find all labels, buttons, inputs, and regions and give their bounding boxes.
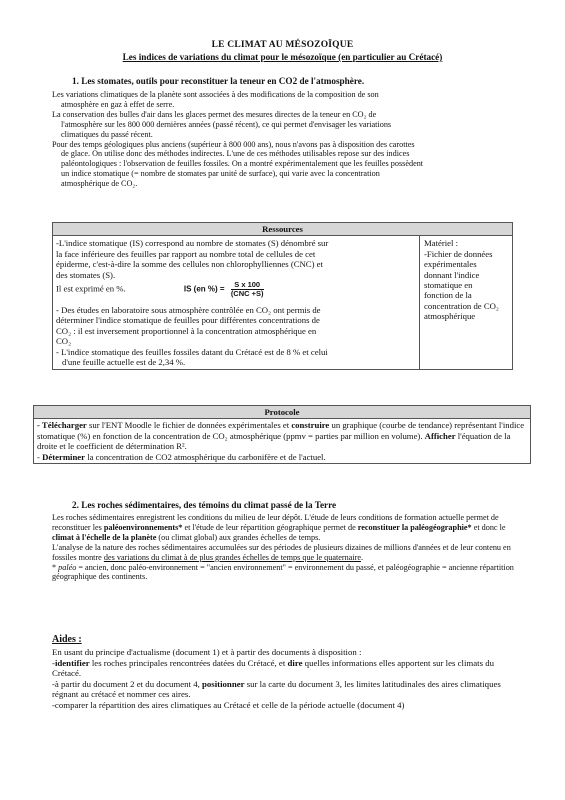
footnote [52, 563, 514, 583]
text-fragment: = ancien, donc paléo-environnement = "ancien environnement" = environnement du passé, et paléogéographie = ancienne répartition géographique des continents. [52, 562, 514, 582]
text-line: la face inférieure des feuilles par rapport au nombre total de cellules de cet [56, 248, 316, 259]
text-line: concentration de CO₂ [424, 300, 499, 311]
protocole-content [34, 419, 531, 464]
text-fragment: - [52, 657, 55, 668]
keyword-determiner: Déterminer [42, 451, 86, 462]
keyword-positionner: positionner [202, 678, 245, 689]
text-line: d'une feuille actuelle est de 2,34 %. [62, 357, 186, 368]
text-fragment: un graphique (courbe de tendance) représentant l'indice stomatique (%) en fonction de la concentration de CO₂ atmosphérique (ppmv = parties par million en volume). [37, 420, 525, 441]
aides-item [52, 679, 522, 700]
keyword-paleogeographie: reconstituer la paléogéographie* [357, 522, 472, 532]
section2-heading: 2. Les roches sédimentaires, des témoins du climat passé de la Terre [72, 500, 337, 510]
text-line: Matériel : [424, 238, 459, 249]
text-fragment: . [361, 552, 364, 562]
text-fragment: les roches principales rencontrées datées du Crétacé, et [89, 657, 288, 668]
section1-heading: 1. Les stomates, outils pour reconstituer la teneur en CO2 de l'atmosphère. [72, 76, 365, 86]
text-line: stomatique en [424, 280, 473, 291]
text-line: déterminer l'indice stomatique de feuilles pour différentes concentrations de [56, 315, 320, 326]
formula-lhs: IS (en %) = [183, 284, 225, 294]
materiel-content [420, 236, 513, 370]
text-line: paléontologiques : l'observation de feuilles fossiles. On a montré expérimentalement que les feuilles possèdent [61, 159, 424, 169]
text-fragment: quelles informations elles apportent sur les climats du Crétacé. [52, 657, 495, 678]
text-fragment: Les roches sédimentaires enregistrent les conditions du milieu de leur dépôt. L'étude de leurs conditions de formation actuelle permet de reconstituer les [52, 513, 499, 532]
keyword-climat-planete: climat à l'échelle de la planète [52, 532, 157, 542]
text-line: CO₂ : il est inversement proportionnel à la concentration atmosphérique en [56, 325, 317, 336]
ressources-table [52, 222, 513, 370]
paragraph [52, 543, 514, 563]
text-fragment: l'équation de la droite et le coefficient de détermination R². [37, 430, 511, 452]
text-line: de glace. On utilise donc des méthodes indirectes. L'une de ces méthodes utilisables repose sur des indices [61, 149, 410, 159]
text-fragment: - [37, 451, 43, 462]
text-line: - L'indice stomatique des feuilles fossiles datant du Crétacé est de 8 % et celui [56, 346, 328, 357]
protocole-table [33, 405, 531, 464]
aides-item [52, 658, 522, 679]
keyword-paleoenvironnements: paléoenvironnements* [103, 522, 183, 532]
text-line: atmosphère en gaz à effet de serre. [61, 99, 175, 109]
stomatal-index-formula [184, 281, 264, 298]
ressources-content [53, 236, 420, 370]
text-line: un indice stomatique (= nombre de stomates par unité de surface), qui varie avec la concentration [61, 169, 380, 179]
underlined-phrase: des variations du climat à de plus grandes échelles de temps que le quaternaire [103, 552, 361, 562]
text-line [56, 281, 416, 298]
text-line: des stomates (S). [56, 269, 116, 280]
formula-denominator: (CNC +S) [230, 289, 264, 299]
formula-fraction [231, 281, 264, 298]
text-line: donnant l'indice [424, 269, 480, 280]
section1-text [52, 90, 514, 189]
formula-numerator: S x 100 [231, 281, 264, 290]
keyword-identifier: identifier [54, 657, 90, 668]
keyword-construire: construire [291, 420, 330, 431]
text-line: En usant du principe d'actualisme (document 1) et à partir des documents à disposition : [52, 647, 362, 657]
text-line: atmosphérique de CO₂. [61, 179, 138, 189]
text-fragment: * [52, 562, 59, 572]
text-line: -L'indice stomatique (IS) correspond au nombre de stomates (S) dénombré sur [56, 238, 329, 249]
section2-text [52, 513, 514, 582]
text-line: CO₂ [56, 336, 72, 347]
text-line: climatiques du passé récent. [61, 129, 153, 139]
text-fragment: et l'étude de leur répartition géographique permet de [182, 522, 358, 532]
text-line: fonction de la [424, 290, 472, 301]
text-fragment: - [37, 420, 42, 431]
protocole-step-2 [37, 452, 527, 462]
text-line: - Des études en laboratoire sous atmosphère contrôlée en CO₂ ont permis de [56, 305, 321, 316]
text-fragment: et donc le [471, 522, 506, 532]
text-fragment: L'analyse de la nature des roches sédimentaires accumulées sur des périodes de plusieurs dizaines de millions d'années et de leur contenu en fossiles montre [52, 542, 511, 562]
text-line: -Fichier de données [424, 248, 493, 259]
text-line: atmosphérique [424, 311, 476, 322]
paragraph [52, 513, 514, 543]
text-line: Pour des temps géologiques plus anciens (supérieur à 800 000 ans), nous n'avons pas à disposition des carottes [52, 139, 415, 149]
protocole-step-1 [37, 420, 527, 451]
text-fragment: Il est exprimé en %. [56, 283, 126, 294]
text-fragment: sur la carte du document 3, les limites latitudinales des aires climatiques régnant au crétacé et nommer ces aires. [52, 678, 501, 699]
aides-text [52, 647, 522, 710]
text-fragment: (ou climat global) aux grandes échelles de temps. [156, 532, 321, 542]
text-fragment: la concentration de CO2 atmosphérique du carbonifère et de l'actuel. [85, 451, 326, 462]
text-line: La conservation des bulles d'air dans les glaces permet des mesures directes de la teneur en CO₂ de [52, 109, 377, 119]
text-fragment: sur l'ENT Moodle le fichier de données expérimentales et [86, 420, 292, 431]
keyword-dire: dire [287, 657, 303, 668]
text-line: Les variations climatiques de la planète sont associées à des modifications de la composition de son [52, 90, 379, 99]
aides-heading: Aides : [52, 634, 82, 645]
keyword-afficher: Afficher [424, 430, 456, 441]
ressources-header: Ressources [53, 223, 513, 236]
protocole-header: Protocole [34, 406, 531, 419]
italic-word: paléo [58, 562, 77, 572]
page-title: LE CLIMAT AU MÉSOZOÏQUE [211, 40, 354, 50]
page-subtitle: Les indices de variations du climat pour le mésozoïque (en particulier au Crétacé) [122, 52, 443, 62]
text-fragment: -à partir du document 2 et du document 4, [52, 678, 202, 689]
keyword-telecharger: Télécharger [41, 420, 87, 431]
text-line: expérimentales [424, 259, 477, 270]
aides-item: -comparer la répartition des aires climatiques au Crétacé et celle de la période actuelle (document 4) [52, 699, 405, 710]
text-line: épiderme, c'est-à-dire la somme des cellules non chlorophylliennes (CNC) et [56, 259, 323, 270]
text-line: l'atmosphère sur les 800 000 dernières années (passé récent), ce qui permet d'envisager les variations [61, 119, 392, 129]
